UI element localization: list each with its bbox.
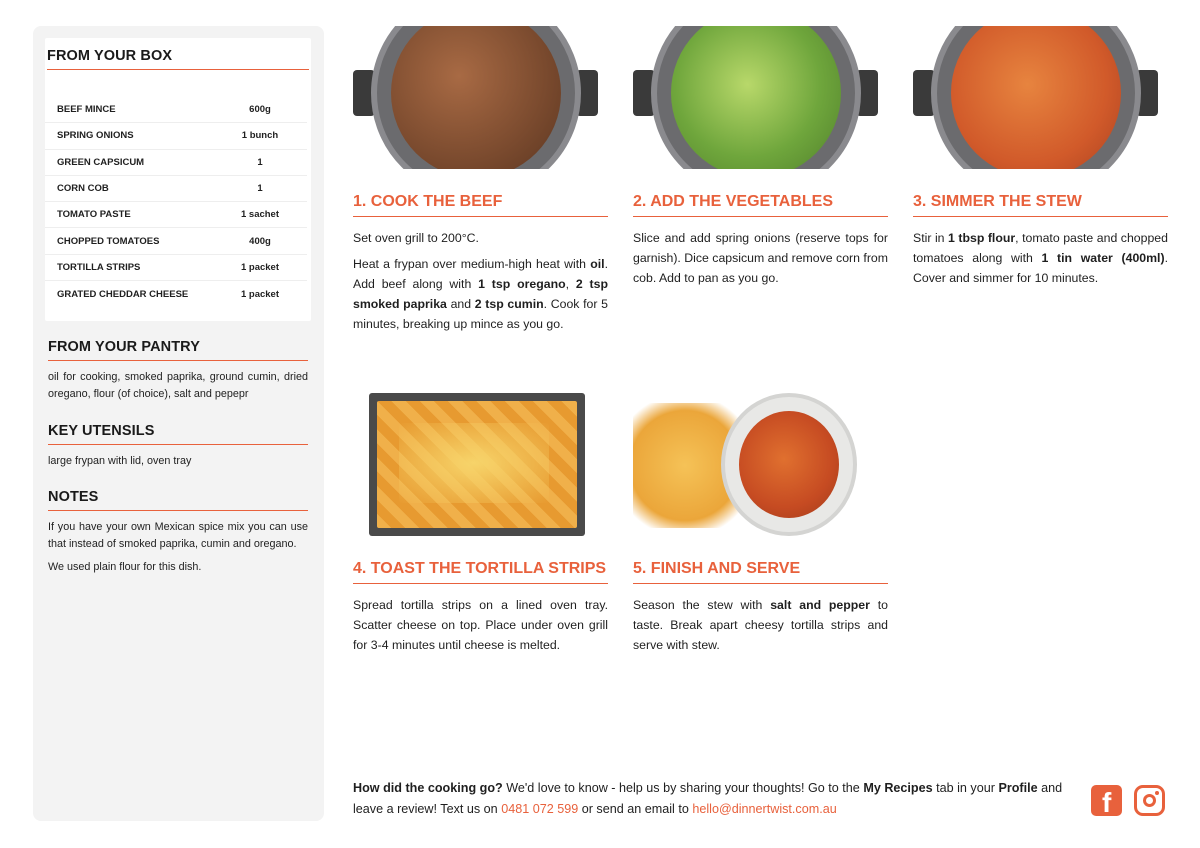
- from-your-box-title: FROM YOUR BOX: [47, 48, 309, 70]
- ingredient-qty: 600g: [249, 104, 271, 116]
- ingredient-qty: 400g: [249, 235, 271, 247]
- text: and leave a review! Text us on: [353, 781, 1063, 816]
- step-4: [353, 393, 608, 661]
- stew-in-bowl: [739, 411, 839, 518]
- ingredients-table: [45, 97, 307, 307]
- ingredient-qty: 1: [257, 183, 263, 195]
- step-body: [633, 595, 888, 655]
- beef-mince: [391, 26, 561, 169]
- step-paragraph: Slice and add spring onions (reserve tops for garnish). Dice capsicum and remove corn from cob. Add to pan as you go.: [633, 231, 888, 285]
- step-paragraph: Spread tortilla strips on a lined oven tray. Scatter cheese on top. Place under oven grill for 3-4 minutes until cheese is melted.: [353, 598, 608, 652]
- step-5-photo: [633, 393, 888, 536]
- bold-text: 1 tsp oregano: [478, 277, 566, 291]
- step-title: 5. FINISH AND SERVE: [633, 560, 888, 584]
- text: We'd love to know - help us by sharing your thoughts! Go to the: [502, 781, 864, 795]
- ingredient-qty: 1 packet: [240, 261, 280, 273]
- step-title: 4. TOAST THE TORTILLA STRIPS: [353, 560, 608, 584]
- bold-text: 1 tin water (400ml): [1041, 251, 1165, 265]
- note-paragraph: If you have your own Mexican spice mix you can use that instead of smoked paprika, cumin and oregano.: [48, 521, 308, 550]
- ingredient-name: TOMATO PASTE: [57, 209, 131, 221]
- bold-text: oil: [590, 257, 605, 271]
- notes-text: [48, 519, 308, 576]
- step-body: [913, 228, 1168, 288]
- stew: [951, 26, 1121, 169]
- text: , tomato paste and chopped tomatoes along with: [913, 231, 1168, 265]
- footer-feedback: [353, 778, 1073, 820]
- melted-cheese: [399, 423, 549, 503]
- ingredient-name: GREEN CAPSICUM: [57, 156, 145, 168]
- ingredient-name: GRATED CHEDDAR CHEESE: [57, 288, 189, 300]
- ingredient-row: [45, 228, 307, 254]
- from-your-box-card: [45, 38, 311, 321]
- utensils-list: large frypan with lid, oven tray: [48, 455, 192, 467]
- step-paragraph: [353, 254, 608, 334]
- oven-tray: [369, 393, 585, 536]
- step-title: 2. ADD THE VEGETABLES: [633, 193, 888, 217]
- profile-text: Profile: [998, 781, 1038, 795]
- ingredient-row: [45, 281, 307, 307]
- ingredient-row: [45, 176, 307, 202]
- text: . Cook for 5 minutes, breaking up mince as you go.: [353, 297, 608, 331]
- bold-text: 1 tbsp flour: [948, 231, 1016, 245]
- text: tab in your: [932, 781, 999, 795]
- step-4-photo: [353, 393, 608, 536]
- step-title: 3. SIMMER THE STEW: [913, 193, 1168, 217]
- key-utensils-section: [48, 423, 308, 477]
- text: or send an email to: [578, 802, 693, 816]
- step-paragraph: Set oven grill to 200°C.: [353, 231, 479, 245]
- step-body: [353, 595, 608, 655]
- step-body: [633, 228, 888, 288]
- email-link[interactable]: hello@dinnertwist.com.au: [692, 802, 837, 816]
- feedback-question: How did the cooking go?: [353, 781, 503, 795]
- text: to taste. Break apart cheesy tortilla strips and serve with stew.: [633, 598, 888, 652]
- ingredient-name: SPRING ONIONS: [57, 130, 134, 142]
- ingredient-row: [45, 123, 307, 149]
- step-1: [353, 26, 608, 340]
- pantry-list: oil for cooking, smoked paprika, ground cumin, dried oregano, flour (of choice), salt and pepepr: [48, 371, 308, 400]
- text: Heat a frypan over medium-high heat with: [353, 257, 591, 271]
- ingredient-row: [45, 255, 307, 281]
- pot: [371, 26, 581, 169]
- notes-title: NOTES: [48, 489, 308, 511]
- ingredient-qty: 1: [257, 156, 263, 168]
- from-your-pantry-title: FROM YOUR PANTRY: [48, 339, 308, 361]
- ingredient-name: CHOPPED TOMATOES: [57, 235, 160, 247]
- bold-text: 2 tsp smoked paprika: [353, 277, 608, 311]
- ingredient-qty: 1 sachet: [240, 209, 280, 221]
- ingredient-name: BEEF MINCE: [57, 104, 116, 116]
- text: and: [446, 297, 475, 311]
- pantry-text: [48, 369, 308, 402]
- text: . Add beef along with: [353, 257, 608, 291]
- ingredient-name: CORN COB: [57, 183, 109, 195]
- bowl: [721, 393, 857, 536]
- ingredient-row: [45, 202, 307, 228]
- bold-text: 2 tsp cumin: [474, 297, 544, 311]
- text: ,: [565, 277, 576, 291]
- step-title: 1. COOK THE BEEF: [353, 193, 608, 217]
- my-recipes-text: My Recipes: [863, 781, 933, 795]
- note-paragraph: We used plain flour for this dish.: [48, 561, 202, 573]
- bold-text: salt and pepper: [770, 598, 870, 612]
- utensils-text: [48, 453, 308, 470]
- step-5: [633, 393, 888, 661]
- ingredient-qty: 1 packet: [240, 288, 280, 300]
- instagram-icon[interactable]: [1134, 785, 1165, 816]
- step-1-photo: [353, 26, 608, 169]
- step-body: [353, 228, 608, 334]
- ingredient-qty: 1 bunch: [241, 130, 279, 142]
- text: Season the stew with: [633, 598, 771, 612]
- step-3-photo: [913, 26, 1168, 169]
- sidebar: [33, 26, 324, 821]
- ingredient-row: [45, 97, 307, 123]
- key-utensils-title: KEY UTENSILS: [48, 423, 308, 445]
- text: Stir in: [913, 231, 949, 245]
- ingredient-name: TORTILLA STRIPS: [57, 261, 141, 273]
- pot: [931, 26, 1141, 169]
- facebook-icon[interactable]: f: [1091, 785, 1122, 816]
- step-2-photo: [633, 26, 888, 169]
- step-2: [633, 26, 888, 294]
- step-paragraph: [633, 595, 888, 655]
- text: . Cover and simmer for 10 minutes.: [913, 251, 1168, 285]
- step-paragraph: [913, 228, 1168, 288]
- notes-section: [48, 489, 308, 583]
- phone-link[interactable]: 0481 072 599: [501, 802, 579, 816]
- vegetables: [671, 26, 841, 169]
- pot: [651, 26, 861, 169]
- from-your-pantry-section: [48, 339, 308, 409]
- step-3: [913, 26, 1168, 294]
- ingredient-row: [45, 150, 307, 176]
